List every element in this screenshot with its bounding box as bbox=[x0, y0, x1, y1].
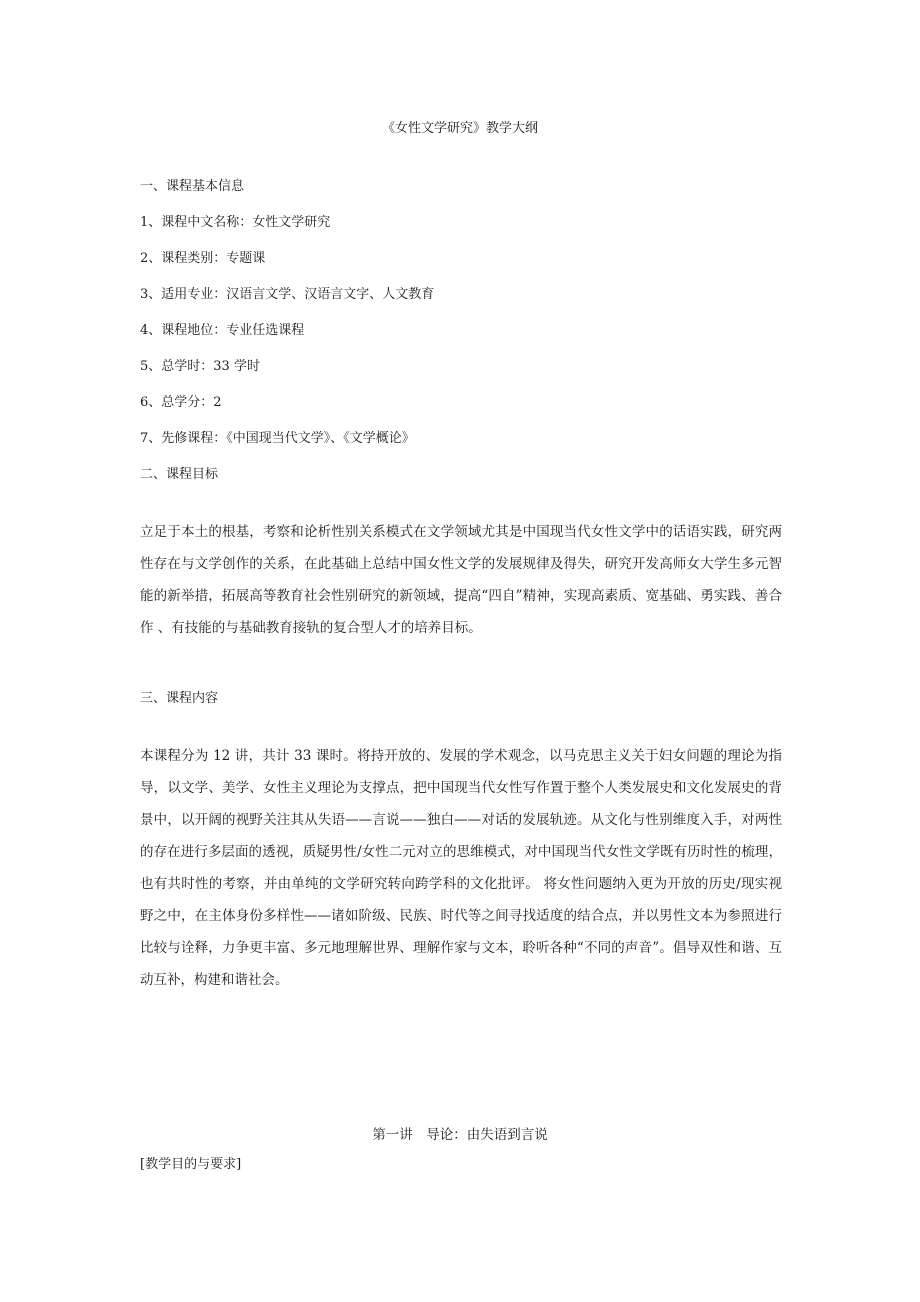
course-goals-paragraph bbox=[140, 516, 782, 644]
info-item-total-hours: 5、总学时：33 学时 bbox=[140, 359, 260, 374]
section-heading-basic-info: 一、课程基本信息 bbox=[140, 179, 245, 194]
section-heading-course-goals: 二、课程目标 bbox=[140, 467, 219, 482]
section-heading-course-content: 三、课程内容 bbox=[140, 691, 219, 706]
info-item-course-type: 2、课程类别：专题课 bbox=[140, 251, 266, 266]
course-content-text: 本课程分为 12 讲，共计 33 课时。将持开放的、发展的学术观念，以马克思主义关于妇女问题的理论为指导，以文学、美学、女性主义理论为支撑点，把中国现当代女性写作置于整个人类发展史和文化发展史的背景中，以开阔的视野关注其从失语——言说——独白——对话的发展轨迹。从文化与性别维度入手，对两性的存在进行多层面的透视，质疑男性/女性二元对立的思维模式，对中国现当代女性文学既有历时性的梳理，也有共时性的考察，并由单纯的文学研究转向跨学科的文化批评。 将女性问题纳入更为开放的历史/现实视野之中，在主体身份多样性——诸如阶级、民族、时代等之间寻找适度的结合点，并以男性文本为参照进行比较与诠释，力争更丰富、多元地理解世界、理解作家与文本，聆听各种“不同的声音”。倡导双性和谐、互动互补，构建和谐社会。 bbox=[140, 748, 782, 988]
info-item-course-name: 1、课程中文名称：女性文学研究 bbox=[140, 215, 331, 230]
lecture-1-subheading: [教学目的与要求] bbox=[140, 1157, 242, 1172]
info-item-total-credits: 6、总学分：2 bbox=[140, 395, 222, 410]
course-goals-text: 立足于本土的根基，考察和论析性别关系模式在文学领域尤其是中国现当代女性文学中的话语实践，研究两性存在与文学创作的关系，在此基础上总结中国女性文学的发展规律及得失，研究开发高师女大学生多元智能的新举措，拓展高等教育社会性别研究的新领域，提高“四自”精神，实现高素质、宽基础、勇实践、善合作 、有技能的与基础教育接轨的复合型人才的培养目标。 bbox=[140, 524, 782, 636]
info-item-applicable-major: 3、适用专业：汉语言文学、汉语言文字、人文教育 bbox=[140, 287, 435, 302]
lecture-1-title: 第一讲 导论：由失语到言说 bbox=[372, 1127, 548, 1143]
course-content-paragraph bbox=[140, 740, 782, 996]
document-title: 《女性文学研究》教学大纲 bbox=[381, 121, 538, 136]
info-item-prerequisites: 7、先修课程：《中国现当代文学》、《文学概论》 bbox=[140, 431, 415, 446]
info-item-course-status: 4、课程地位：专业任选课程 bbox=[140, 323, 305, 338]
